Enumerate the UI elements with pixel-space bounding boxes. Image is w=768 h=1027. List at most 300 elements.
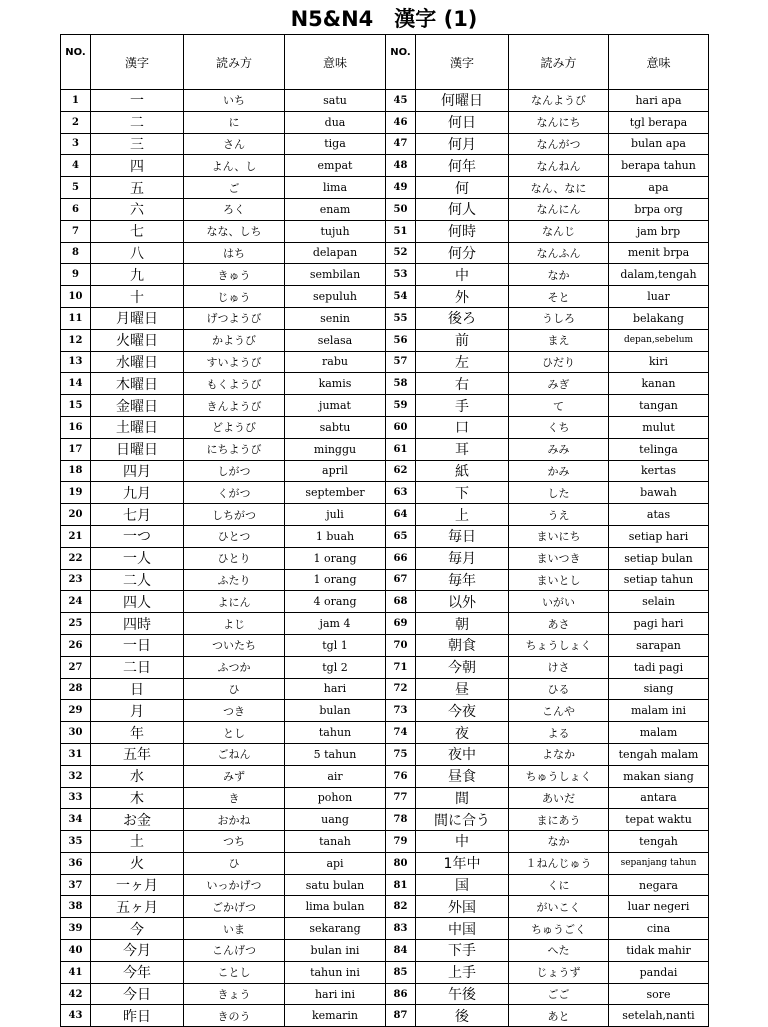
cell-kanji: 何時 — [416, 220, 509, 242]
cell-no: 5 — [61, 177, 91, 199]
cell-no: 64 — [386, 504, 416, 526]
cell-no: 86 — [386, 983, 416, 1005]
cell-kanji: 以外 — [416, 591, 509, 613]
cell-imi: berapa tahun — [609, 155, 709, 177]
cell-kanji: 1年中 — [416, 852, 509, 874]
cell-kanji: 日曜日 — [91, 438, 184, 460]
cell-yomi: ふつか — [184, 656, 285, 678]
cell-no: 1 — [61, 90, 91, 112]
cell-kanji: 七月 — [91, 504, 184, 526]
cell-yomi: こんげつ — [184, 940, 285, 962]
cell-imi: tidak mahir — [609, 940, 709, 962]
cell-imi: satu bulan — [285, 874, 386, 896]
cell-kanji: 上 — [416, 504, 509, 526]
table-row — [61, 373, 709, 395]
cell-no: 47 — [386, 133, 416, 155]
cell-kanji: 間 — [416, 787, 509, 809]
cell-kanji: 木 — [91, 787, 184, 809]
cell-imi: tanah — [285, 831, 386, 853]
cell-no: 59 — [386, 395, 416, 417]
cell-no: 63 — [386, 482, 416, 504]
cell-kanji: 今朝 — [416, 656, 509, 678]
table-row — [61, 634, 709, 656]
cell-yomi: かみ — [509, 460, 609, 482]
cell-no: 3 — [61, 133, 91, 155]
cell-no: 33 — [61, 787, 91, 809]
cell-no: 61 — [386, 438, 416, 460]
cell-kanji: 六 — [91, 198, 184, 220]
cell-yomi: とし — [184, 722, 285, 744]
table-row — [61, 918, 709, 940]
cell-yomi: ご — [184, 177, 285, 199]
cell-yomi: ことし — [184, 961, 285, 983]
cell-imi: setiap tahun — [609, 569, 709, 591]
cell-yomi: よじ — [184, 613, 285, 635]
header-row — [61, 35, 709, 90]
cell-imi: tgl 1 — [285, 634, 386, 656]
table-row — [61, 765, 709, 787]
cell-no: 84 — [386, 940, 416, 962]
cell-yomi: よん、し — [184, 155, 285, 177]
table-row — [61, 1005, 709, 1027]
table-row — [61, 831, 709, 853]
cell-yomi: ちゅうしょく — [509, 765, 609, 787]
cell-imi: setelah,nanti — [609, 1005, 709, 1027]
cell-no: 22 — [61, 547, 91, 569]
cell-kanji: 夜 — [416, 722, 509, 744]
cell-yomi: ごかげつ — [184, 896, 285, 918]
cell-yomi: ごご — [509, 983, 609, 1005]
cell-kanji: 何年 — [416, 155, 509, 177]
table-row — [61, 852, 709, 874]
cell-kanji: 八 — [91, 242, 184, 264]
header-imi: 意味 — [609, 35, 709, 90]
cell-kanji: 毎日 — [416, 525, 509, 547]
cell-imi: jumat — [285, 395, 386, 417]
cell-yomi: なんねん — [509, 155, 609, 177]
cell-no: 82 — [386, 896, 416, 918]
cell-imi: jam 4 — [285, 613, 386, 635]
cell-kanji: 前 — [416, 329, 509, 351]
cell-no: 10 — [61, 286, 91, 308]
cell-kanji: 四月 — [91, 460, 184, 482]
cell-yomi: なな、しち — [184, 220, 285, 242]
cell-kanji: 今月 — [91, 940, 184, 962]
cell-yomi: にちようび — [184, 438, 285, 460]
cell-kanji: 土 — [91, 831, 184, 853]
table-row — [61, 569, 709, 591]
header-kanji: 漢字 — [416, 35, 509, 90]
cell-no: 53 — [386, 264, 416, 286]
cell-yomi: きんようび — [184, 395, 285, 417]
cell-yomi: おかね — [184, 809, 285, 831]
cell-kanji: 国 — [416, 874, 509, 896]
cell-imi: kiri — [609, 351, 709, 373]
cell-yomi: うしろ — [509, 307, 609, 329]
cell-yomi: よる — [509, 722, 609, 744]
cell-kanji: お金 — [91, 809, 184, 831]
cell-yomi: そと — [509, 286, 609, 308]
cell-imi: sembilan — [285, 264, 386, 286]
cell-imi: sepuluh — [285, 286, 386, 308]
cell-imi: kertas — [609, 460, 709, 482]
cell-kanji: 今夜 — [416, 700, 509, 722]
cell-yomi: ふたり — [184, 569, 285, 591]
cell-yomi: けさ — [509, 656, 609, 678]
cell-imi: setiap bulan — [609, 547, 709, 569]
cell-kanji: 何日 — [416, 111, 509, 133]
cell-no: 25 — [61, 613, 91, 635]
cell-imi: mulut — [609, 416, 709, 438]
cell-kanji: 五ヶ月 — [91, 896, 184, 918]
cell-no: 14 — [61, 373, 91, 395]
cell-yomi: １ねんじゅう — [509, 852, 609, 874]
cell-kanji: 中 — [416, 264, 509, 286]
cell-imi: april — [285, 460, 386, 482]
cell-no: 23 — [61, 569, 91, 591]
cell-no: 87 — [386, 1005, 416, 1027]
cell-no: 83 — [386, 918, 416, 940]
cell-no: 4 — [61, 155, 91, 177]
cell-imi: lima bulan — [285, 896, 386, 918]
cell-imi: bulan — [285, 700, 386, 722]
cell-imi: 5 tahun — [285, 743, 386, 765]
cell-no: 41 — [61, 961, 91, 983]
cell-imi: atas — [609, 504, 709, 526]
cell-yomi: まいにち — [509, 525, 609, 547]
cell-no: 67 — [386, 569, 416, 591]
cell-yomi: あと — [509, 1005, 609, 1027]
cell-yomi: よなか — [509, 743, 609, 765]
cell-yomi: まにあう — [509, 809, 609, 831]
cell-imi: hari ini — [285, 983, 386, 1005]
cell-imi: tangan — [609, 395, 709, 417]
cell-no: 50 — [386, 198, 416, 220]
cell-no: 18 — [61, 460, 91, 482]
cell-no: 17 — [61, 438, 91, 460]
cell-no: 35 — [61, 831, 91, 853]
cell-no: 56 — [386, 329, 416, 351]
table-row — [61, 416, 709, 438]
cell-yomi: なんふん — [509, 242, 609, 264]
cell-imi: rabu — [285, 351, 386, 373]
header-yomi: 読み方 — [184, 35, 285, 90]
cell-imi: jam brp — [609, 220, 709, 242]
table-row — [61, 286, 709, 308]
cell-no: 37 — [61, 874, 91, 896]
cell-yomi: なんようび — [509, 90, 609, 112]
cell-imi: enam — [285, 198, 386, 220]
table-row — [61, 177, 709, 199]
cell-no: 7 — [61, 220, 91, 242]
cell-kanji: 九月 — [91, 482, 184, 504]
table-row — [61, 547, 709, 569]
cell-kanji: 今日 — [91, 983, 184, 1005]
cell-yomi: ちゅうごく — [509, 918, 609, 940]
cell-imi: satu — [285, 90, 386, 112]
cell-imi: 1 orang — [285, 547, 386, 569]
cell-kanji: 昼 — [416, 678, 509, 700]
cell-no: 21 — [61, 525, 91, 547]
table-row — [61, 961, 709, 983]
cell-imi: apa — [609, 177, 709, 199]
cell-kanji: 二 — [91, 111, 184, 133]
cell-yomi: あさ — [509, 613, 609, 635]
table-row — [61, 307, 709, 329]
cell-no: 9 — [61, 264, 91, 286]
cell-no: 30 — [61, 722, 91, 744]
cell-no: 19 — [61, 482, 91, 504]
table-row — [61, 198, 709, 220]
cell-imi: cina — [609, 918, 709, 940]
table-row — [61, 90, 709, 112]
cell-imi: makan siang — [609, 765, 709, 787]
cell-imi: 1 buah — [285, 525, 386, 547]
cell-no: 54 — [386, 286, 416, 308]
table-row — [61, 896, 709, 918]
cell-kanji: 紙 — [416, 460, 509, 482]
cell-imi: sepanjang tahun — [609, 852, 709, 874]
header-kanji: 漢字 — [91, 35, 184, 90]
cell-imi: kanan — [609, 373, 709, 395]
cell-kanji: 火曜日 — [91, 329, 184, 351]
cell-kanji: 中国 — [416, 918, 509, 940]
cell-yomi: て — [509, 395, 609, 417]
cell-kanji: 後 — [416, 1005, 509, 1027]
table-row — [61, 242, 709, 264]
cell-yomi: なか — [509, 264, 609, 286]
table-row — [61, 220, 709, 242]
cell-no: 77 — [386, 787, 416, 809]
cell-no: 76 — [386, 765, 416, 787]
cell-no: 11 — [61, 307, 91, 329]
cell-no: 36 — [61, 852, 91, 874]
cell-no: 68 — [386, 591, 416, 613]
cell-yomi: まいとし — [509, 569, 609, 591]
cell-kanji: 木曜日 — [91, 373, 184, 395]
table-row — [61, 722, 709, 744]
cell-yomi: いま — [184, 918, 285, 940]
cell-kanji: 一ヶ月 — [91, 874, 184, 896]
cell-no: 70 — [386, 634, 416, 656]
table-body — [61, 90, 709, 1027]
cell-no: 39 — [61, 918, 91, 940]
cell-imi: kamis — [285, 373, 386, 395]
cell-no: 48 — [386, 155, 416, 177]
cell-no: 60 — [386, 416, 416, 438]
cell-kanji: 朝食 — [416, 634, 509, 656]
page-title: N5&N4 漢字 (1) — [290, 7, 478, 31]
cell-kanji: 金曜日 — [91, 395, 184, 417]
cell-imi: kemarin — [285, 1005, 386, 1027]
cell-yomi: どようび — [184, 416, 285, 438]
cell-kanji: 一 — [91, 90, 184, 112]
table-row — [61, 264, 709, 286]
cell-yomi: あいだ — [509, 787, 609, 809]
cell-kanji: 下手 — [416, 940, 509, 962]
cell-imi: air — [285, 765, 386, 787]
cell-yomi: ひ — [184, 852, 285, 874]
cell-yomi: した — [509, 482, 609, 504]
table-row — [61, 351, 709, 373]
table-row — [61, 678, 709, 700]
table-row — [61, 460, 709, 482]
cell-kanji: 何 — [416, 177, 509, 199]
cell-no: 28 — [61, 678, 91, 700]
cell-kanji: 何分 — [416, 242, 509, 264]
table-row — [61, 656, 709, 678]
cell-kanji: 朝 — [416, 613, 509, 635]
cell-yomi: きのう — [184, 1005, 285, 1027]
cell-yomi: なんにん — [509, 198, 609, 220]
cell-yomi: いっかげつ — [184, 874, 285, 896]
table-row — [61, 111, 709, 133]
cell-yomi: みず — [184, 765, 285, 787]
cell-imi: 1 orang — [285, 569, 386, 591]
cell-kanji: 二日 — [91, 656, 184, 678]
cell-imi: setiap hari — [609, 525, 709, 547]
cell-yomi: き — [184, 787, 285, 809]
table-row — [61, 940, 709, 962]
cell-yomi: きょう — [184, 983, 285, 1005]
cell-yomi: なか — [509, 831, 609, 853]
cell-imi: depan,sebelum — [609, 329, 709, 351]
cell-imi: tepat waktu — [609, 809, 709, 831]
cell-kanji: 毎年 — [416, 569, 509, 591]
cell-kanji: 五年 — [91, 743, 184, 765]
cell-imi: luar negeri — [609, 896, 709, 918]
cell-kanji: 月曜日 — [91, 307, 184, 329]
cell-no: 31 — [61, 743, 91, 765]
cell-yomi: ひ — [184, 678, 285, 700]
cell-kanji: 三 — [91, 133, 184, 155]
cell-kanji: 口 — [416, 416, 509, 438]
cell-yomi: ついたち — [184, 634, 285, 656]
cell-kanji: 昨日 — [91, 1005, 184, 1027]
cell-yomi: よにん — [184, 591, 285, 613]
cell-no: 66 — [386, 547, 416, 569]
cell-yomi: なん、なに — [509, 177, 609, 199]
cell-kanji: 水曜日 — [91, 351, 184, 373]
cell-yomi: こんや — [509, 700, 609, 722]
cell-kanji: 毎月 — [416, 547, 509, 569]
cell-kanji: 何曜日 — [416, 90, 509, 112]
cell-no: 69 — [386, 613, 416, 635]
cell-kanji: 何月 — [416, 133, 509, 155]
cell-kanji: 火 — [91, 852, 184, 874]
cell-yomi: ひとり — [184, 547, 285, 569]
cell-kanji: 左 — [416, 351, 509, 373]
cell-kanji: 一つ — [91, 525, 184, 547]
cell-no: 16 — [61, 416, 91, 438]
cell-kanji: 外 — [416, 286, 509, 308]
cell-imi: telinga — [609, 438, 709, 460]
cell-no: 27 — [61, 656, 91, 678]
cell-kanji: 後ろ — [416, 307, 509, 329]
cell-kanji: 九 — [91, 264, 184, 286]
cell-no: 29 — [61, 700, 91, 722]
cell-imi: september — [285, 482, 386, 504]
cell-no: 42 — [61, 983, 91, 1005]
cell-kanji: 土曜日 — [91, 416, 184, 438]
header-no: NO. — [386, 35, 416, 90]
table-row — [61, 525, 709, 547]
cell-no: 71 — [386, 656, 416, 678]
cell-imi: api — [285, 852, 386, 874]
cell-kanji: 間に合う — [416, 809, 509, 831]
cell-no: 26 — [61, 634, 91, 656]
table-row — [61, 787, 709, 809]
cell-imi: tengah — [609, 831, 709, 853]
table-row — [61, 874, 709, 896]
cell-yomi: ごねん — [184, 743, 285, 765]
cell-yomi: に — [184, 111, 285, 133]
cell-kanji: 月 — [91, 700, 184, 722]
cell-no: 38 — [61, 896, 91, 918]
table-row — [61, 504, 709, 526]
cell-imi: malam — [609, 722, 709, 744]
cell-imi: dua — [285, 111, 386, 133]
cell-imi: tahun — [285, 722, 386, 744]
cell-imi: sabtu — [285, 416, 386, 438]
cell-kanji: 今年 — [91, 961, 184, 983]
cell-no: 32 — [61, 765, 91, 787]
cell-yomi: きゅう — [184, 264, 285, 286]
cell-imi: tengah malam — [609, 743, 709, 765]
cell-imi: tgl berapa — [609, 111, 709, 133]
cell-imi: pagi hari — [609, 613, 709, 635]
cell-imi: delapan — [285, 242, 386, 264]
cell-kanji: 日 — [91, 678, 184, 700]
cell-yomi: くがつ — [184, 482, 285, 504]
cell-no: 85 — [386, 961, 416, 983]
table-row — [61, 591, 709, 613]
cell-no: 81 — [386, 874, 416, 896]
cell-imi: bulan apa — [609, 133, 709, 155]
table-row — [61, 155, 709, 177]
cell-kanji: 午後 — [416, 983, 509, 1005]
cell-no: 40 — [61, 940, 91, 962]
cell-no: 45 — [386, 90, 416, 112]
cell-no: 79 — [386, 831, 416, 853]
cell-no: 49 — [386, 177, 416, 199]
cell-no: 75 — [386, 743, 416, 765]
cell-yomi: つち — [184, 831, 285, 853]
cell-imi: hari apa — [609, 90, 709, 112]
cell-yomi: くに — [509, 874, 609, 896]
cell-imi: brpa org — [609, 198, 709, 220]
header-imi: 意味 — [285, 35, 386, 90]
cell-yomi: くち — [509, 416, 609, 438]
kanji-vocab-table — [60, 34, 709, 1027]
cell-yomi: まえ — [509, 329, 609, 351]
cell-imi: pohon — [285, 787, 386, 809]
cell-imi: tujuh — [285, 220, 386, 242]
cell-yomi: しがつ — [184, 460, 285, 482]
cell-kanji: 中 — [416, 831, 509, 853]
cell-imi: empat — [285, 155, 386, 177]
cell-no: 6 — [61, 198, 91, 220]
cell-imi: tgl 2 — [285, 656, 386, 678]
cell-imi: bulan ini — [285, 940, 386, 962]
cell-kanji: 一日 — [91, 634, 184, 656]
cell-imi: malam ini — [609, 700, 709, 722]
cell-imi: pandai — [609, 961, 709, 983]
cell-yomi: ちょうしょく — [509, 634, 609, 656]
cell-imi: tiga — [285, 133, 386, 155]
cell-imi: selasa — [285, 329, 386, 351]
cell-kanji: 今 — [91, 918, 184, 940]
